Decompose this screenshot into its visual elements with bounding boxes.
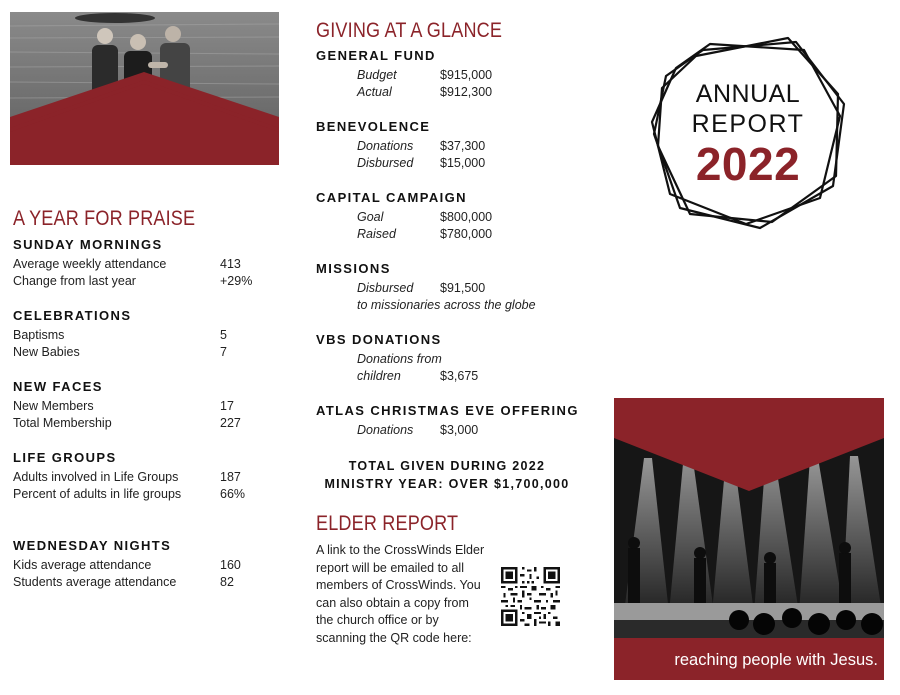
stat-value: 160 — [220, 558, 241, 572]
giving-label: children — [357, 369, 401, 383]
giving-label: Donations from — [357, 352, 442, 366]
giving-label: Budget — [357, 68, 397, 82]
giving-label: Donations — [357, 423, 414, 437]
stat-label: Students average attendance — [13, 575, 177, 589]
stat-label: Change from last year — [13, 274, 136, 288]
stat-label: Adults involved in Life Groups — [13, 470, 179, 484]
benevolence-heading: BENEVOLENCE — [316, 119, 431, 134]
giving-label: Donations — [357, 139, 414, 153]
stat-label: Percent of adults in life groups — [13, 487, 182, 501]
total-line-2: MINISTRY YEAR: OVER $1,700,000 — [324, 477, 570, 491]
giving-value: $912,300 — [440, 85, 493, 99]
annual-label: ANNUAL — [695, 80, 801, 108]
stat-label: Total Membership — [13, 416, 112, 430]
general-fund-heading: GENERAL FUND — [316, 48, 436, 63]
qr-code[interactable] — [501, 567, 560, 626]
missions-heading: MISSIONS — [316, 261, 391, 276]
giving-value: $91,500 — [440, 281, 486, 295]
elder-title: ELDER REPORT — [316, 512, 459, 535]
stat-label: Baptisms — [13, 328, 65, 342]
year-label: 2022 — [695, 138, 801, 190]
giving-value: $3,675 — [440, 369, 479, 383]
stat-label: Average weekly attendance — [13, 257, 167, 271]
stat-value: 66% — [220, 487, 246, 501]
stat-label: New Babies — [13, 345, 80, 359]
giving-label: Raised — [357, 227, 396, 241]
giving-label: Goal — [357, 210, 384, 224]
stat-value: 187 — [220, 470, 241, 484]
praise-title: A YEAR FOR PRAISE — [13, 207, 196, 230]
giving-label: Actual — [357, 85, 392, 99]
vbs-heading: VBS DONATIONS — [316, 332, 442, 347]
stat-label: Kids average attendance — [13, 558, 152, 572]
giving-value: $3,000 — [440, 423, 479, 437]
capital-campaign-heading: CAPITAL CAMPAIGN — [316, 190, 467, 205]
stat-value: 7 — [220, 345, 227, 359]
report-label: REPORT — [691, 110, 805, 138]
wednesday-heading: WEDNESDAY NIGHTS — [13, 538, 172, 553]
giving-label: Disbursed — [357, 156, 414, 170]
atlas-heading: ATLAS CHRISTMAS EVE OFFERING — [316, 403, 579, 418]
giving-value: $15,000 — [440, 156, 486, 170]
total-line-1: TOTAL GIVEN DURING 2022 — [348, 459, 546, 473]
giving-value: $800,000 — [440, 210, 493, 224]
giving-value: $915,000 — [440, 68, 493, 82]
stat-label: New Members — [13, 399, 94, 413]
baptism-photo — [10, 12, 279, 165]
tagline: reaching people with Jesus. — [614, 638, 884, 680]
new-faces-heading: NEW FACES — [13, 379, 103, 394]
life-groups-heading: LIFE GROUPS — [13, 450, 117, 465]
stat-value: 5 — [220, 328, 227, 342]
missions-note: to missionaries across the globe — [357, 298, 536, 312]
giving-title: GIVING AT A GLANCE — [316, 19, 503, 42]
sunday-heading: SUNDAY MORNINGS — [13, 237, 163, 252]
stat-value: 413 — [220, 257, 241, 271]
stat-value: 227 — [220, 416, 241, 430]
giving-label: Disbursed — [357, 281, 414, 295]
stat-value: 17 — [220, 399, 234, 413]
giving-value: $780,000 — [440, 227, 493, 241]
stat-value: +29% — [220, 274, 253, 288]
celebrations-heading: CELEBRATIONS — [13, 308, 132, 323]
stat-value: 82 — [220, 575, 234, 589]
total-given — [316, 457, 578, 493]
giving-value: $37,300 — [440, 139, 486, 153]
elder-text: A link to the CrossWinds Elder report will be emailed to all members of CrossWinds. You can also obtain a copy from the church office or by scanning the QR code here: — [316, 543, 485, 645]
